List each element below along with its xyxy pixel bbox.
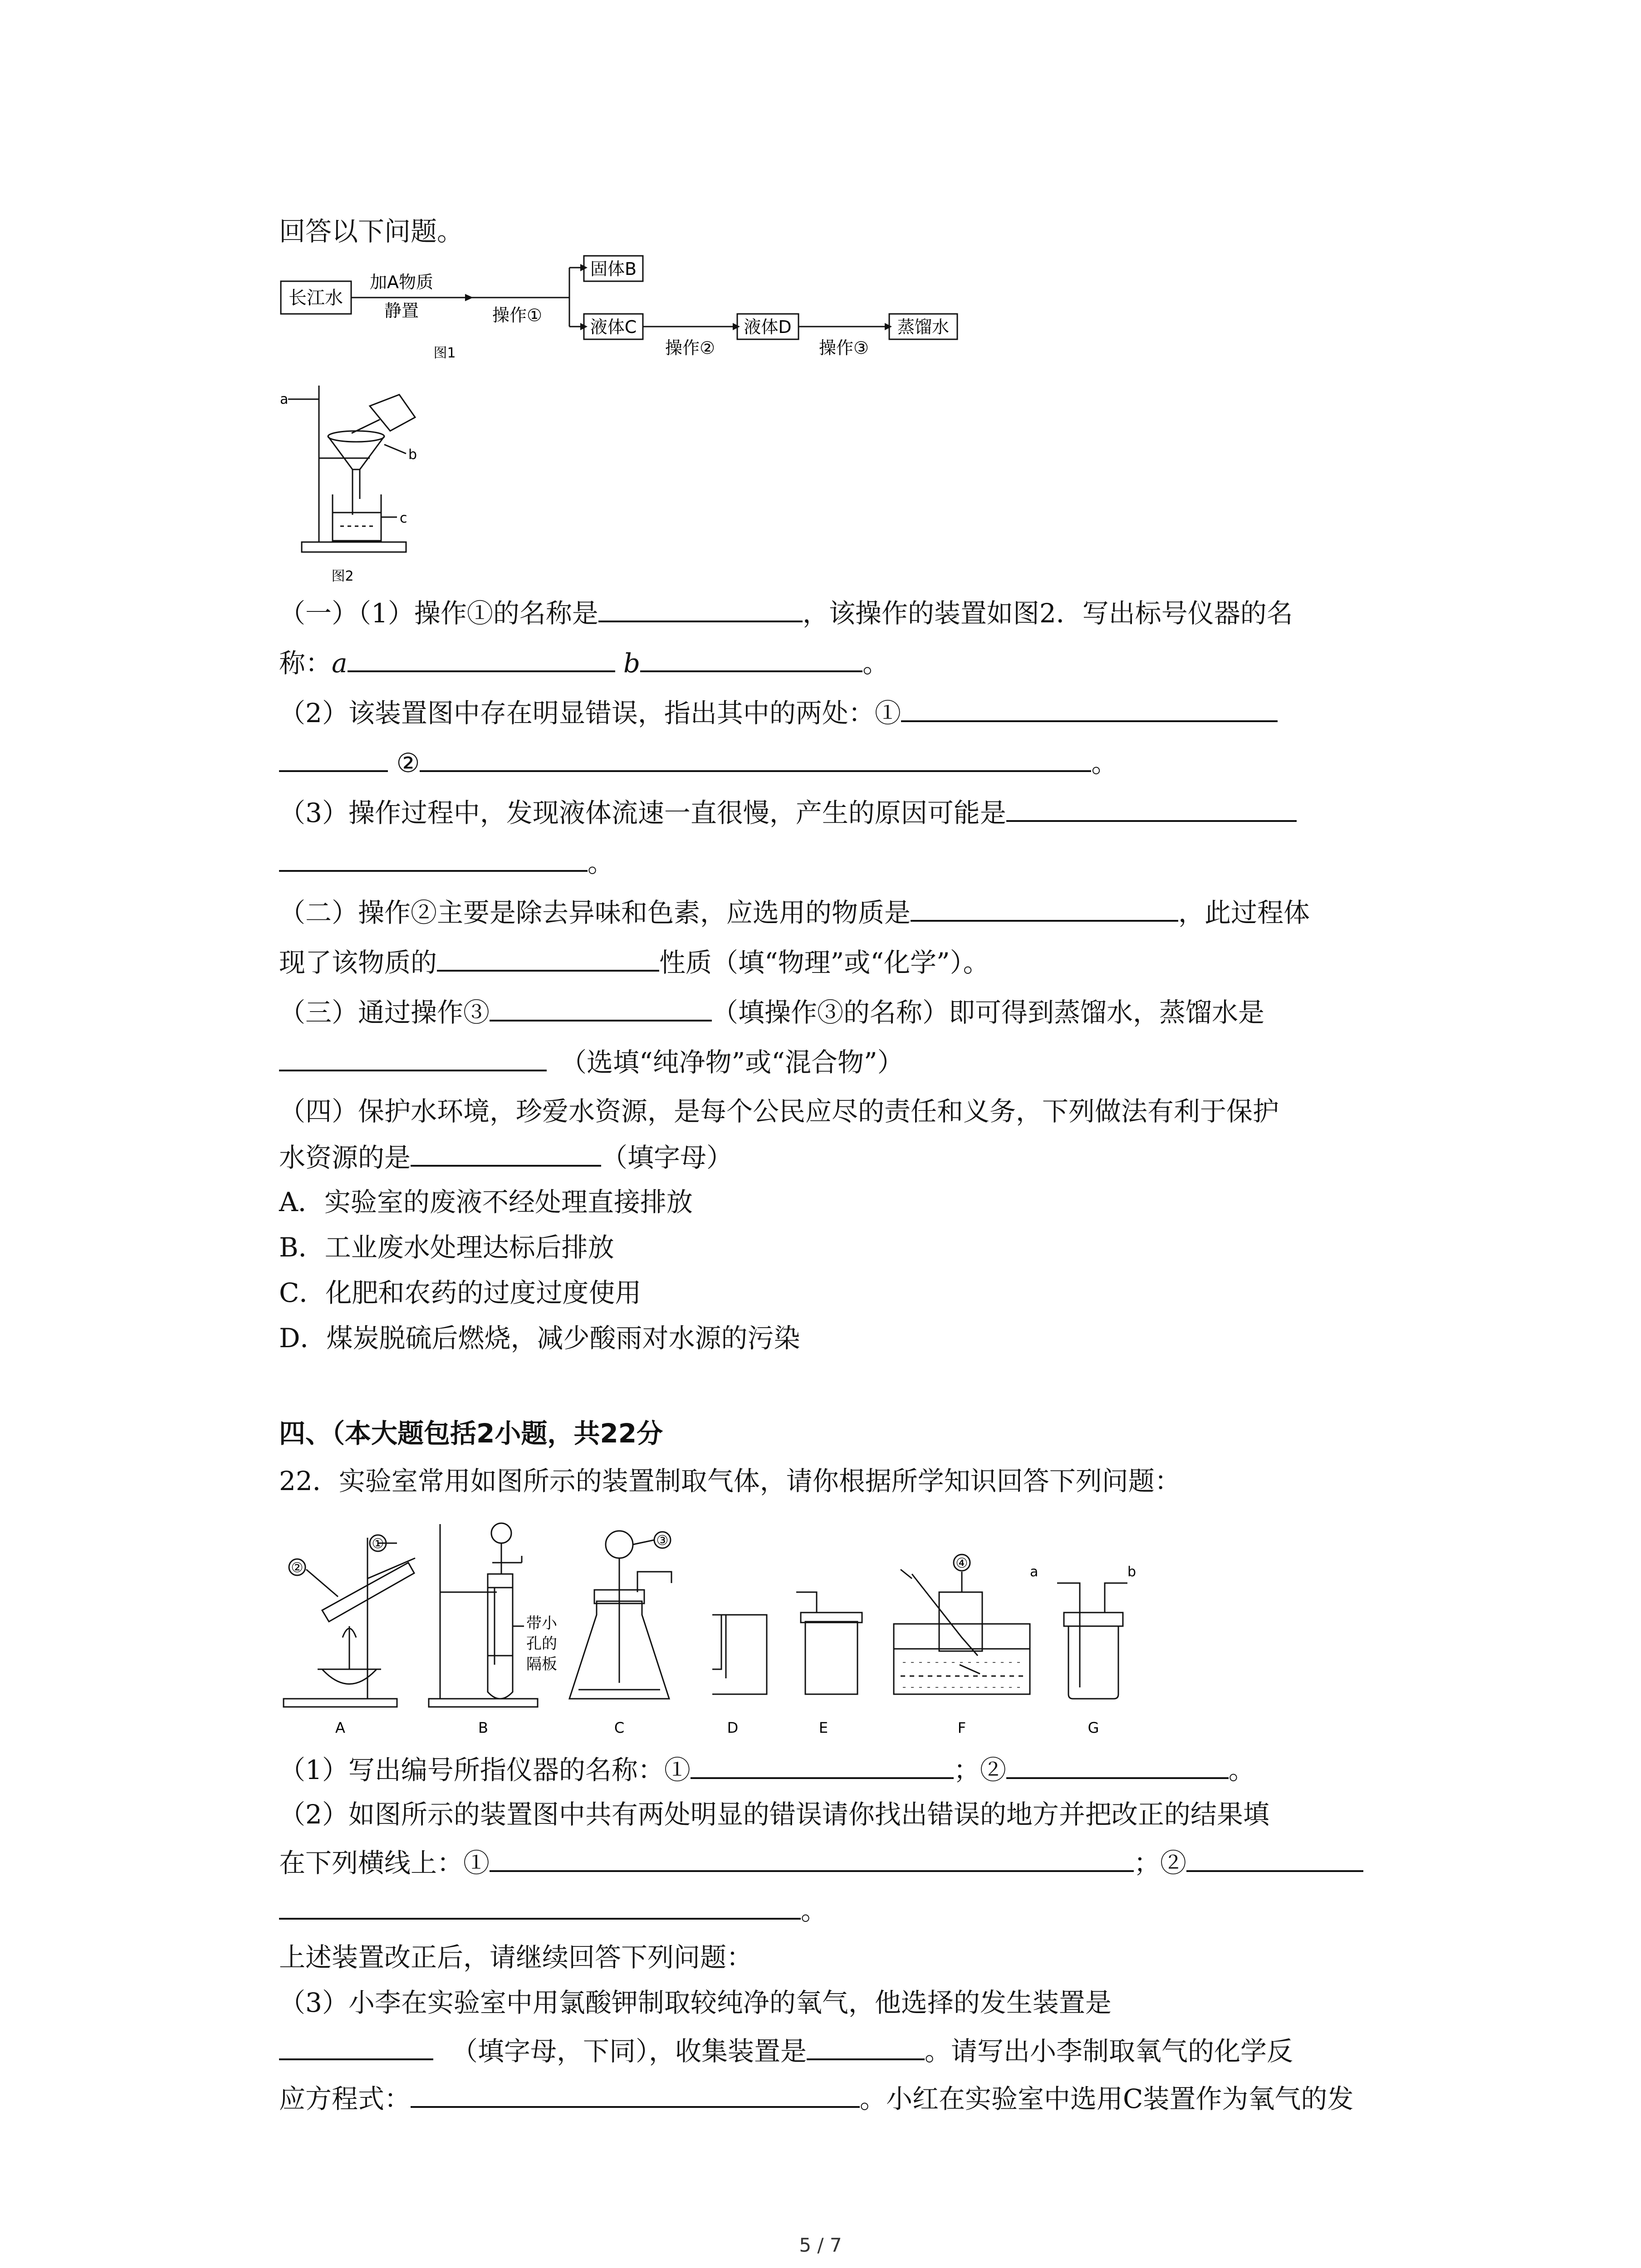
q1-error-1-blank-cont[interactable] (279, 744, 388, 772)
q22-instrument-2-blank[interactable] (1006, 1751, 1229, 1779)
apparatus-label-c: C (614, 1719, 625, 1736)
q3-line-1: （三）通过操作③ （填操作③的名称）即可得到蒸馏水，蒸馏水是 (279, 993, 1264, 1031)
apparatus-label-b: B (478, 1719, 488, 1736)
q1-operation-blank[interactable] (598, 594, 803, 622)
q22-correction-2-blank-cont[interactable] (279, 1892, 801, 1920)
q2-line-2: 现了该物质的 性质（填“物理”或“化学”）。 (279, 943, 989, 981)
q1-line-2: 称：a b 。 (279, 644, 889, 681)
q1-line-4: ② 。 (279, 744, 1117, 781)
q3-line-2: （选填“纯净物”或“混合物”） (279, 1043, 904, 1080)
figure-1-caption: 图1 (433, 345, 456, 361)
q4-option-b: B．工业废水处理达标后排放 (279, 1232, 614, 1263)
q2-line-1: （二）操作②主要是除去异味和色素，应选用的物质是 ，此过程体 (279, 894, 1310, 931)
flow-liquid-c: 液体C (590, 317, 637, 337)
flow-op2: 操作② (665, 338, 715, 358)
page-number: 5 / 7 (799, 2234, 842, 2256)
mark-4: ④ (955, 1555, 968, 1571)
flow-op3: 操作③ (818, 338, 869, 358)
q22-generator-blank[interactable] (279, 2032, 433, 2060)
mark-1: ① (372, 1536, 384, 1552)
q22-part-2-line-3: 。 (279, 1892, 827, 1929)
plate-label-1: 带小 (526, 1614, 557, 1633)
q1-instrument-a-blank[interactable] (348, 644, 615, 672)
mark-3: ③ (656, 1533, 669, 1549)
q22-part-3-line-3: 应方程式： 。小红在实验室中选用C装置作为氧气的发 (279, 2080, 1353, 2117)
figure-1-flowchart (279, 254, 987, 367)
apparatus-label-g: G (1087, 1719, 1099, 1736)
figure-2-caption: 图2 (331, 568, 354, 584)
q4-option-a: A．实验室的废液不经处理直接排放 (279, 1187, 693, 1217)
q4-line-2: 水资源的是 （填字母） (279, 1139, 733, 1176)
q22-part-3-line-2: （填字母，下同），收集装置是 。请写出小李制取氧气的化学反 (279, 2032, 1293, 2069)
q4-line-1: （四）保护水环境，珍爱水资源，是每个公民应尽的责任和义务，下列做法有利于保护 (279, 1096, 1279, 1127)
flow-distilled: 蒸馏水 (897, 317, 950, 337)
q1-line-3: （2）该装置图中存在明显错误，指出其中的两处：① (279, 694, 1278, 731)
plate-label-2: 孔的 (526, 1635, 557, 1653)
q1-error-2-blank[interactable] (420, 744, 1091, 772)
fig2-label-c: c (400, 510, 407, 526)
q1-reason-blank-cont[interactable] (279, 844, 588, 872)
apparatus-label-f: F (957, 1719, 966, 1736)
apparatus-label-a: A (335, 1719, 345, 1736)
q22-part-3-line-1: （3）小李在实验室中用氯酸钾制取较纯净的氧气，他选择的发生装置是 (279, 1987, 1112, 2018)
q1-instrument-b-blank[interactable] (640, 644, 862, 672)
q3-type-blank[interactable] (279, 1043, 547, 1071)
q22-correction-2-blank[interactable] (1186, 1844, 1363, 1872)
intro-text: 回答以下问题。 (279, 216, 464, 247)
fig2-label-b: b (408, 447, 417, 463)
q1-line-5: （3）操作过程中，发现液体流速一直很慢，产生的原因可能是 (279, 794, 1297, 831)
q4-option-d: D．煤炭脱硫后燃烧，减少酸雨对水源的污染 (279, 1323, 800, 1354)
mark-2: ② (291, 1560, 304, 1576)
q22-part-3-intro: 上述装置改正后，请继续回答下列问题： (279, 1942, 753, 1973)
g-port-b: b (1127, 1564, 1136, 1580)
q22-part-2-line-2: 在下列横线上：① ；② (279, 1844, 1363, 1881)
q1-line-1: （一）（1）操作①的名称是 ，该操作的装置如图2．写出标号仪器的名 (279, 594, 1293, 631)
flow-step-add: 加A物质 (370, 272, 433, 292)
plate-label-3: 隔板 (526, 1655, 557, 1673)
q1-reason-blank[interactable] (1006, 794, 1297, 822)
section-4-heading: 四、（本大题包括2小题，共22分 (279, 1418, 663, 1449)
fig2-label-a: a (280, 391, 289, 407)
q22-part-2-line-1: （2）如图所示的装置图中共有两处明显的错误请你找出错误的地方并把改正的结果填 (279, 1799, 1269, 1830)
q22-stem: 22．实验室常用如图所示的装置制取气体，请你根据所学知识回答下列问题： (279, 1466, 1181, 1496)
flow-liquid-d: 液体D (744, 317, 792, 337)
flow-solid-b: 固体B (590, 259, 637, 279)
flow-op1: 操作① (492, 305, 543, 325)
q2-property-blank[interactable] (437, 943, 659, 972)
figure-2-filtration (279, 381, 460, 590)
apparatus-label-d: D (727, 1719, 739, 1736)
flow-source: 长江水 (289, 288, 343, 308)
q22-part-1: （1）写出编号所指仪器的名称：① ；② 。 (279, 1751, 1255, 1788)
q3-operation-blank[interactable] (490, 993, 712, 1022)
q4-option-c: C．化肥和农药的过度过度使用 (279, 1277, 642, 1308)
g-port-a: a (1030, 1564, 1038, 1580)
q4-answer-blank[interactable] (411, 1139, 601, 1167)
flow-step-settle: 静置 (384, 301, 419, 321)
q1-line-6: 。 (279, 844, 614, 881)
apparatus-label-e: E (818, 1719, 828, 1736)
figure-gas-apparatus (279, 1520, 1186, 1742)
q22-equation-blank[interactable] (411, 2080, 860, 2108)
q22-collector-blank[interactable] (807, 2032, 925, 2060)
q22-correction-1-blank[interactable] (490, 1844, 1134, 1872)
q2-substance-blank[interactable] (911, 894, 1178, 922)
q22-instrument-1-blank[interactable] (691, 1751, 954, 1779)
q1-error-1-blank[interactable] (901, 694, 1278, 722)
